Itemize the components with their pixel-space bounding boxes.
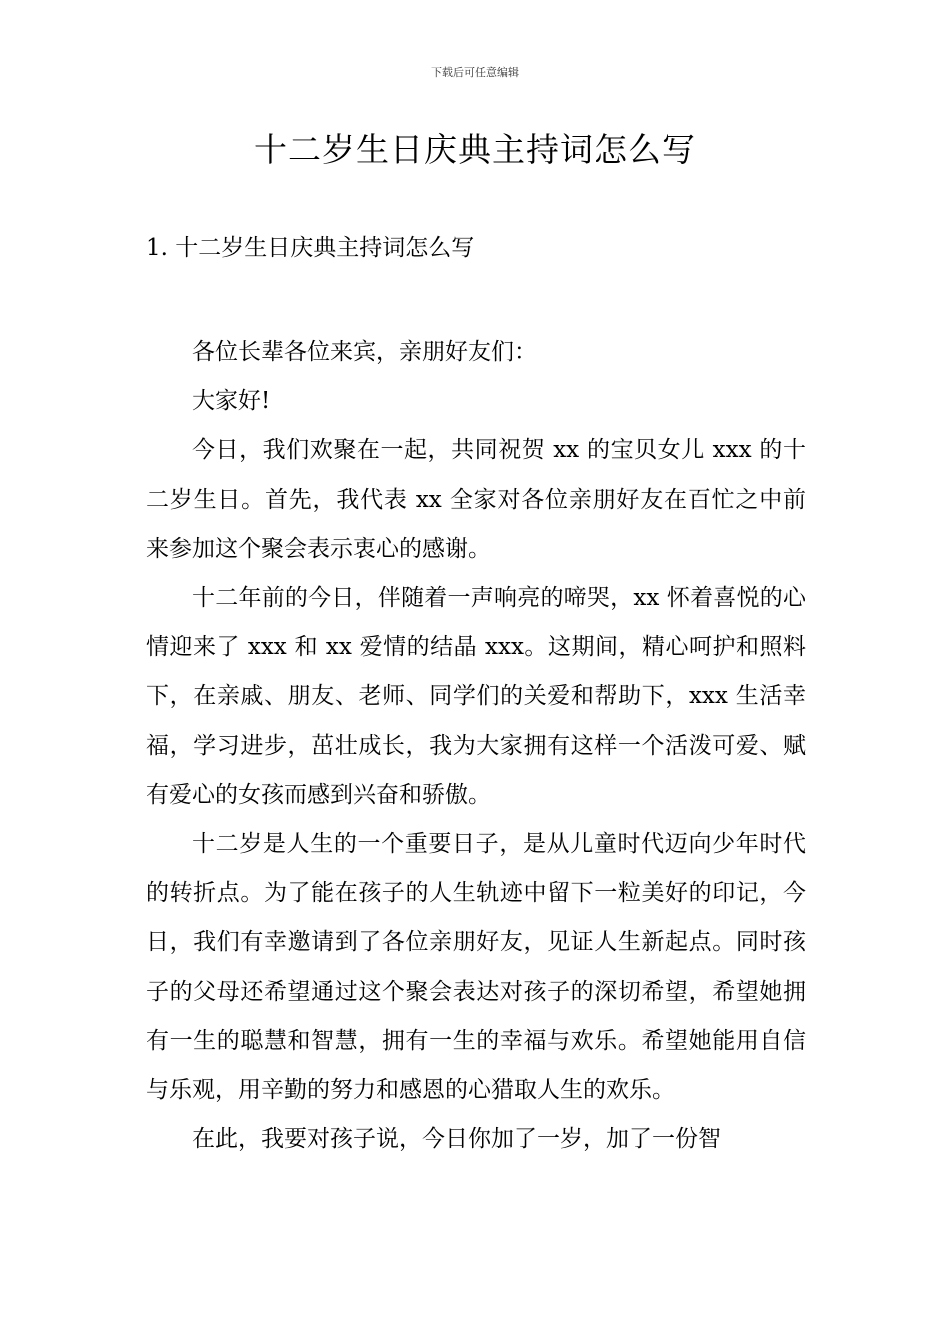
paragraph-history: 十二年前的今日，伴随着一声响亮的啼哭，xx 怀着喜悦的心情迎来了 xxx 和 xx 爱情的结晶 xxx。这期间，精心呵护和照料下，在亲戚、朋友、老师、同学们的关爱和帮助下，xxx 生活幸福，学习进步，茁壮成长，我为大家拥有这样一个活泼可爱、赋有爱心的女孩而感到兴奋和骄傲。 (146, 585, 806, 808)
document-title: 十二岁生日庆典主持词怎么写 (254, 130, 696, 169)
paragraph-milestone: 十二岁是人生的一个重要日子，是从儿童时代迈向少年时代的转折点。为了能在孩子的人生轨迹中留下一粒美好的印记，今日，我们有幸邀请到了各位亲朋好友，见证人生新起点。同时孩子的父母还希望通过这个聚会表达对孩子的深切希望，希望她拥有一生的聪慧和智慧，拥有一生的幸福与欢乐。希望她能用自信与乐观，用辛勤的努力和感恩的心猎取人生的欢乐。 (146, 831, 806, 1104)
body-text (146, 328, 806, 1164)
section-heading: 1. 十二岁生日庆典主持词怎么写 (146, 235, 475, 261)
header-note: 下载后可任意编辑 (431, 66, 519, 79)
paragraph-message: 在此，我要对孩子说，今日你加了一岁，加了一份智 (192, 1126, 721, 1153)
paragraph-opening: 今日，我们欢聚在一起，共同祝贺 xx 的宝贝女儿 xxx 的十二岁生日。首先，我代表 xx 全家对各位亲朋好友在百忙之中前来参加这个聚会表示衷心的感谢。 (146, 437, 806, 562)
paragraph-greeting: 各位长辈各位来宾，亲朋好友们： (192, 339, 537, 365)
paragraph-hello: 大家好! (192, 388, 271, 415)
